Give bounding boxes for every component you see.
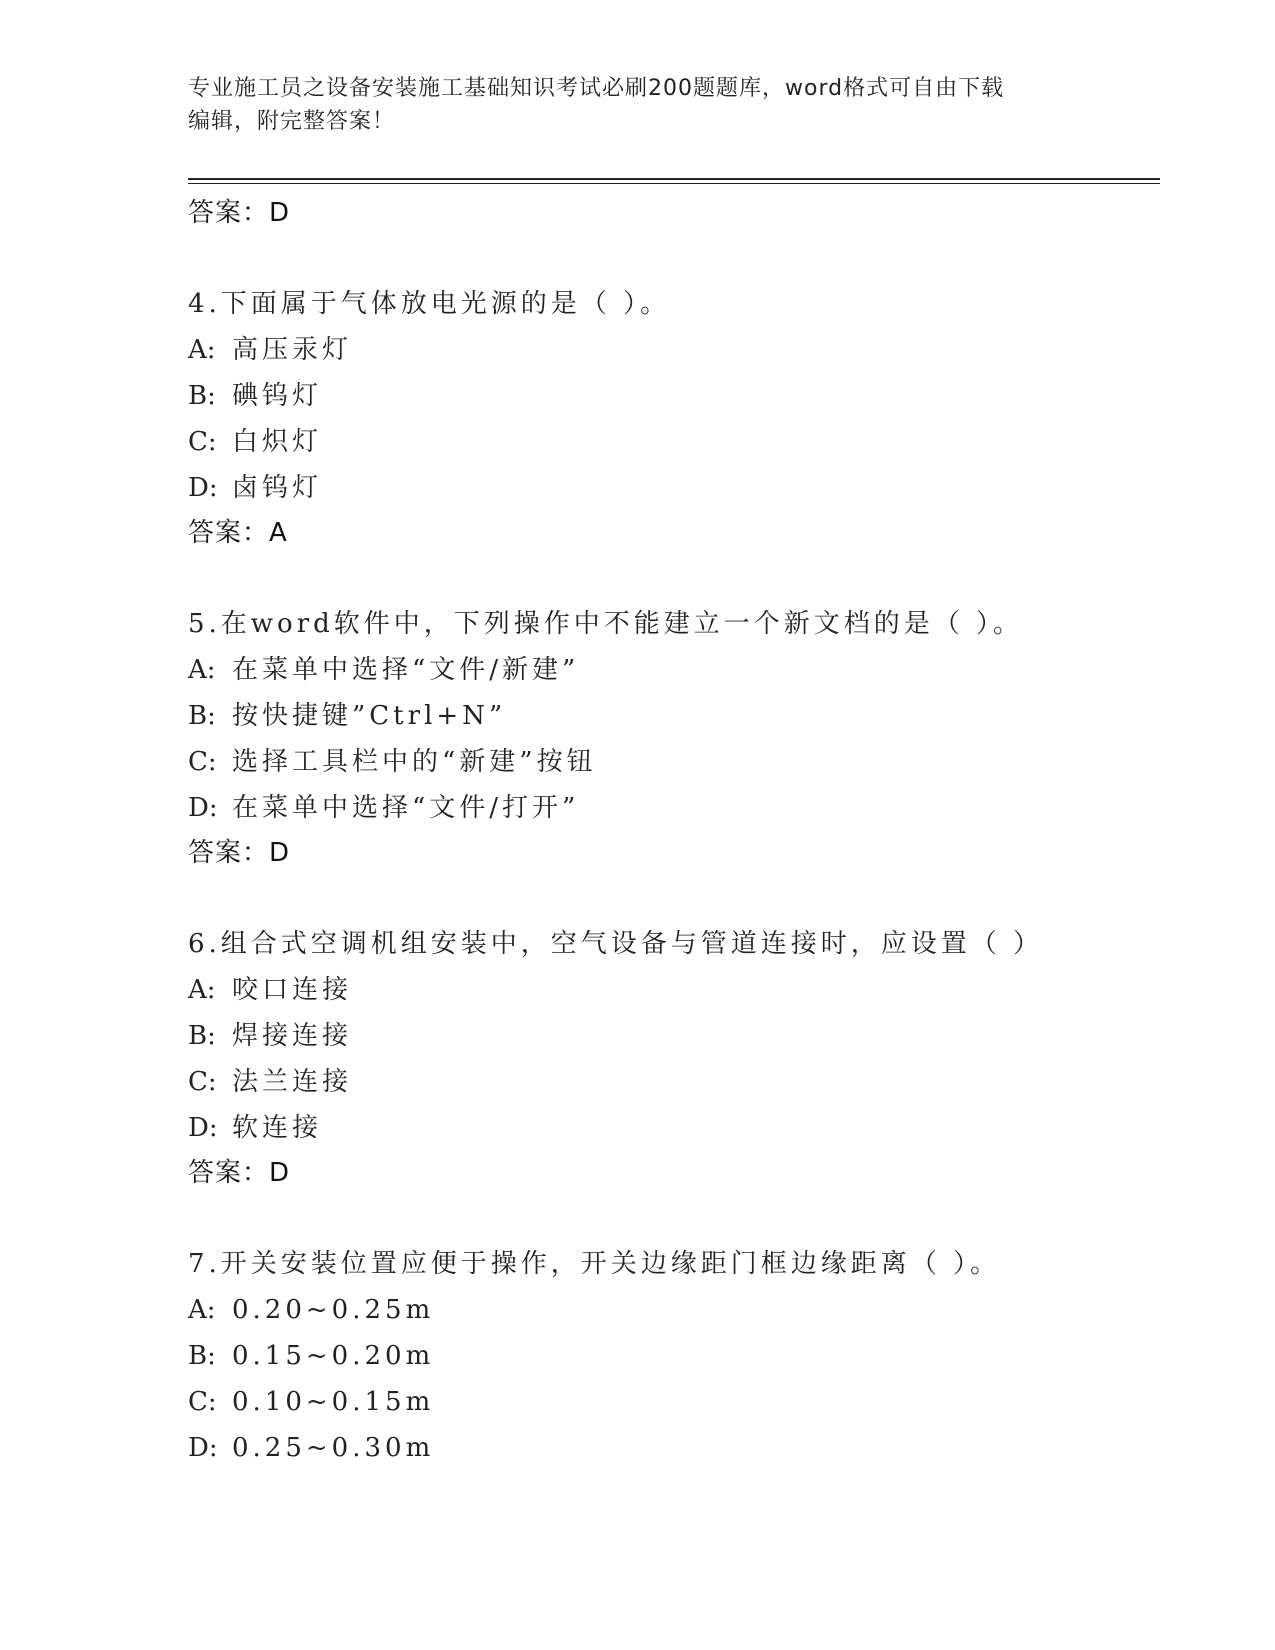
option-text: 在菜单中选择“文件/新建” xyxy=(232,655,580,685)
option-text: 软连接 xyxy=(232,1113,323,1143)
option-text: 0.25~0.30m xyxy=(232,1433,435,1463)
option-line xyxy=(188,1105,1158,1151)
option-letter: A: xyxy=(188,975,216,1005)
option-text: 0.15~0.20m xyxy=(232,1341,435,1371)
option-letter: D: xyxy=(188,1113,218,1143)
option-text: 焊接连接 xyxy=(232,1021,353,1051)
option-text: 在菜单中选择“文件/打开” xyxy=(232,793,580,823)
option-line xyxy=(188,465,1158,511)
option-letter: A: xyxy=(188,1295,216,1325)
question-stem: 5.在word软件中，下列操作中不能建立一个新文档的是（ ）。 xyxy=(188,609,1024,639)
option-letter: B: xyxy=(188,381,216,411)
option-letter: C: xyxy=(188,747,217,777)
option-text: 0.20~0.25m xyxy=(232,1295,435,1325)
option-letter: C: xyxy=(188,1067,217,1097)
option-line xyxy=(188,373,1158,419)
option-line xyxy=(188,419,1158,465)
question-stem: 4.下面属于气体放电光源的是（ ）。 xyxy=(188,289,671,319)
header-divider-thin xyxy=(188,183,1160,184)
option-line xyxy=(188,327,1158,373)
option-letter: B: xyxy=(188,701,216,731)
answer-line: 答案：D xyxy=(188,198,291,228)
option-letter: C: xyxy=(188,1387,217,1417)
option-text: 法兰连接 xyxy=(232,1067,353,1097)
option-line xyxy=(188,967,1158,1013)
option-line xyxy=(188,1333,1158,1379)
option-line xyxy=(188,1425,1158,1471)
header-divider-thick xyxy=(188,178,1160,180)
option-text: 0.10~0.15m xyxy=(232,1387,435,1417)
header-line-1: 专业施工员之设备安装施工基础知识考试必刷200题题库，word格式可自由下载 xyxy=(188,76,1005,101)
option-text: 选择工具栏中的“新建”按钮 xyxy=(232,747,597,777)
option-text: 按快捷键”Ctrl+N” xyxy=(232,701,507,731)
option-line xyxy=(188,647,1158,693)
question-stem: 7.开关安装位置应便于操作，开关边缘距门框边缘距离（ ）。 xyxy=(188,1249,1001,1279)
answer-line: 答案：D xyxy=(188,1158,291,1188)
answer-line: 答案：D xyxy=(188,838,291,868)
option-text: 高压汞灯 xyxy=(232,335,353,365)
question-block xyxy=(188,1241,1158,1471)
question-block xyxy=(188,281,1158,555)
document-header xyxy=(188,72,1068,138)
question-stem: 6.组合式空调机组安装中，空气设备与管道连接时，应设置（ ） xyxy=(188,929,1044,959)
option-letter: D: xyxy=(188,1433,218,1463)
option-letter: D: xyxy=(188,793,218,823)
option-letter: B: xyxy=(188,1341,216,1371)
option-line xyxy=(188,693,1158,739)
option-text: 咬口连接 xyxy=(232,975,353,1005)
option-letter: A: xyxy=(188,335,216,365)
header-line-2: 编辑，附完整答案！ xyxy=(188,109,396,134)
option-letter: C: xyxy=(188,427,217,457)
option-letter: A: xyxy=(188,655,216,685)
question-block xyxy=(188,921,1158,1195)
option-letter: B: xyxy=(188,1021,216,1051)
document-body xyxy=(188,191,1158,1471)
option-line xyxy=(188,1059,1158,1105)
option-line xyxy=(188,1287,1158,1333)
option-text: 碘钨灯 xyxy=(232,381,323,411)
option-line xyxy=(188,785,1158,831)
option-line xyxy=(188,1379,1158,1425)
option-line xyxy=(188,739,1158,785)
option-text: 卤钨灯 xyxy=(232,473,323,503)
option-text: 白炽灯 xyxy=(232,427,323,457)
option-letter: D: xyxy=(188,473,218,503)
question-block xyxy=(188,601,1158,875)
answer-line: 答案：A xyxy=(188,518,288,548)
option-line xyxy=(188,1013,1158,1059)
